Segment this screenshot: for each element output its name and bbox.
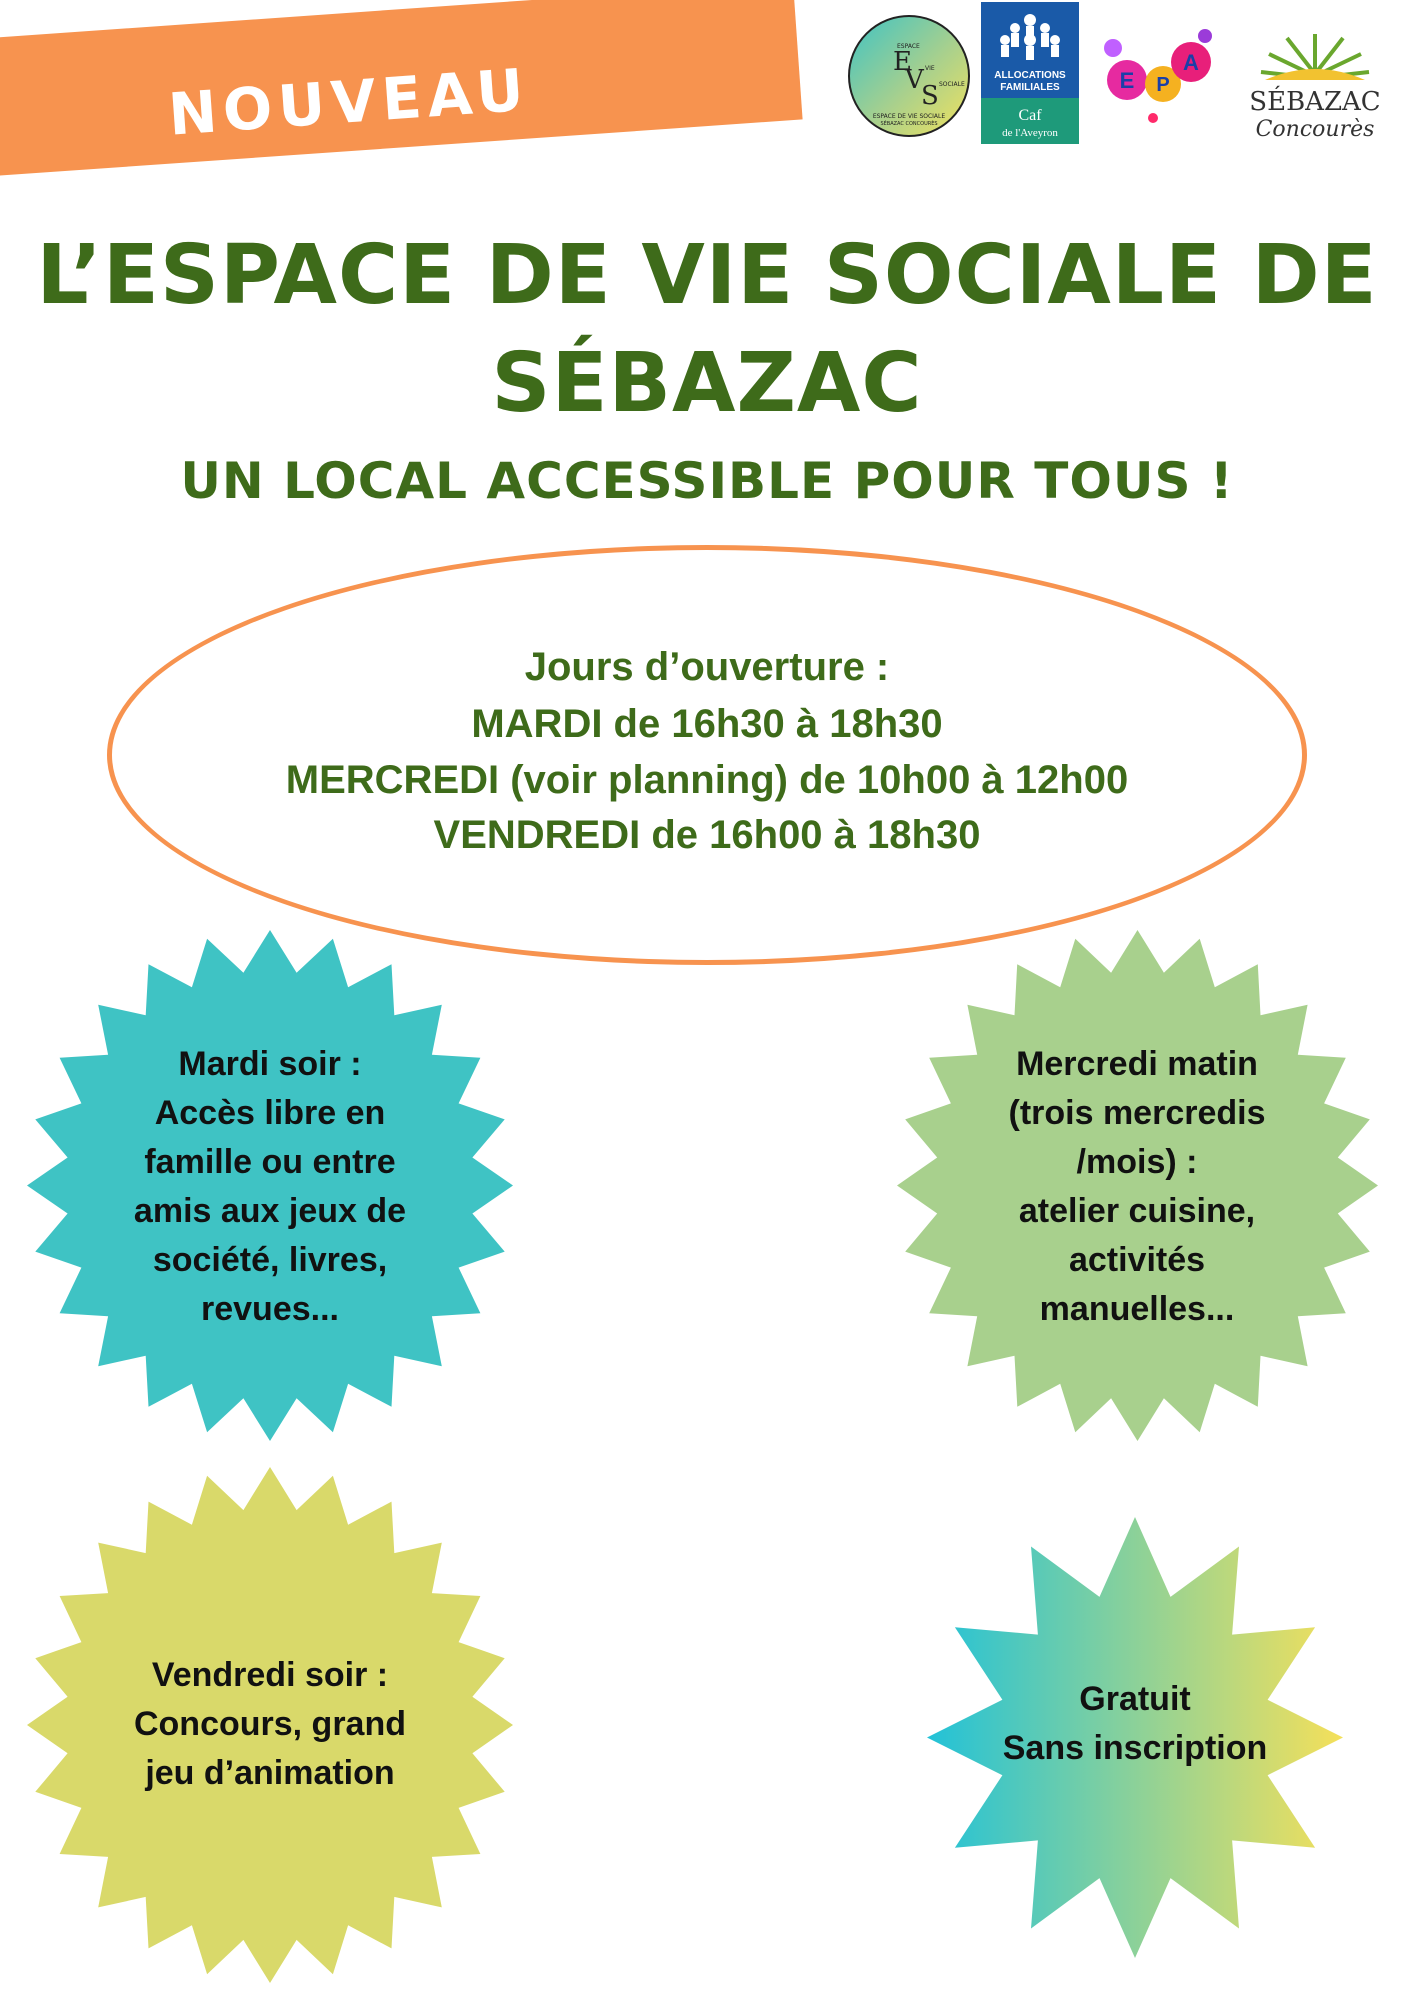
mardi-line: amis aux jeux de [133, 1192, 407, 1230]
evs-side-text: VIE [925, 65, 935, 72]
gratuit-line: Gratuit [1079, 1680, 1191, 1718]
epa-letter-e: E [1119, 68, 1135, 93]
epa-letter-p: P [1156, 74, 1170, 96]
mardi-line: famille ou entre [144, 1143, 396, 1181]
evs-bottom-text: ESPACE DE VIE SOCIALE [872, 113, 946, 120]
evs-letter-v: V [905, 65, 924, 95]
caf-logo [981, 2, 1079, 144]
mercredi-line: activités [1068, 1241, 1206, 1279]
mardi-line: Accès libre en [154, 1094, 386, 1132]
opening-hours-tuesday: MARDI de 16h30 à 18h30 [471, 702, 943, 746]
evs-bottom-text-2: SÉBAZAC CONCOURÈS [880, 121, 938, 127]
mercredi-line: Mercredi matin [1016, 1045, 1258, 1083]
caf-text-4: de l'Aveyron [1002, 127, 1058, 139]
vendredi-badge-text [90, 1651, 450, 1798]
evs-side-text-2: SOCIALE [939, 81, 965, 88]
evs-letter-e: E [893, 47, 912, 77]
opening-hours-friday: VENDREDI de 16h00 à 18h30 [433, 813, 981, 857]
evs-letter-s: S [921, 81, 939, 111]
page-subtitle: UN LOCAL ACCESSIBLE POUR TOUS ! [180, 452, 1234, 510]
caf-text-2: FAMILIALES [1000, 82, 1060, 93]
vendredi-line: jeu d’animation [145, 1754, 395, 1792]
mercredi-line: /mois) : [1076, 1143, 1198, 1181]
mardi-line: société, livres, [152, 1241, 388, 1279]
sun-icon [1265, 69, 1365, 80]
page-title-line-2: SÉBAZAC [491, 336, 923, 431]
caf-text-1: ALLOCATIONS [994, 70, 1066, 81]
nouveau-label: NOUVEAU [166, 55, 532, 149]
sebazac-name: SÉBAZAC [1249, 87, 1381, 117]
gratuit-badge-text [955, 1675, 1315, 1773]
epa-logo [1097, 26, 1219, 124]
sebazac-logo [1225, 14, 1405, 144]
evs-top-text: ESPACE [897, 43, 920, 50]
opening-hours-title: Jours d’ouverture : [524, 645, 890, 689]
mercredi-badge-text [957, 1040, 1317, 1334]
epa-letter-a: A [1183, 50, 1199, 75]
caf-text-3: Caf [1018, 107, 1042, 124]
sebazac-subname: Concourès [1255, 117, 1375, 142]
page-title-line-1: L’ESPACE DE VIE SOCIALE DE [36, 228, 1378, 323]
opening-hours-oval [107, 545, 1307, 965]
mardi-badge-text [90, 1040, 450, 1334]
mardi-line: revues... [201, 1290, 339, 1328]
vendredi-line: Vendredi soir : [151, 1656, 389, 1694]
mercredi-line: atelier cuisine, [1018, 1192, 1256, 1230]
vendredi-line: Concours, grand [133, 1705, 407, 1743]
opening-hours-wednesday: MERCREDI (voir planning) de 10h00 à 12h00 [285, 758, 1129, 802]
mercredi-line: (trois mercredis [1008, 1094, 1266, 1132]
mardi-line: Mardi soir : [178, 1045, 362, 1083]
gratuit-line: Sans inscription [1002, 1729, 1268, 1767]
evs-logo [845, 12, 973, 140]
mercredi-line: manuelles... [1039, 1290, 1235, 1328]
